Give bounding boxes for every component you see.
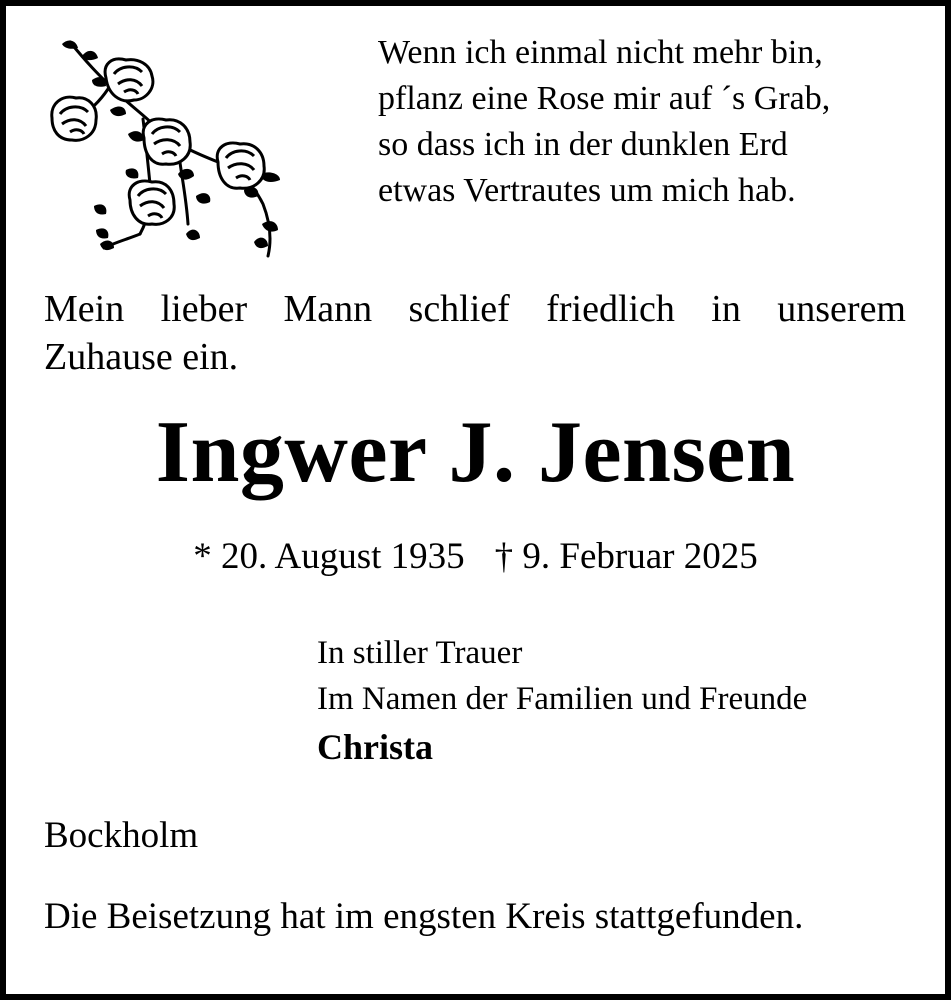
place-name: Bockholm bbox=[44, 815, 199, 856]
mourners-block bbox=[317, 630, 807, 770]
mourning-line: Im Namen der Familien und Freunde bbox=[317, 681, 808, 717]
poem bbox=[378, 30, 918, 214]
poem-line: pflanz eine Rose mir auf ´s Grab, bbox=[378, 80, 831, 117]
deceased-name: Ingwer J. Jensen bbox=[155, 404, 796, 501]
birth-date: * 20. August 1935 bbox=[193, 536, 465, 577]
death-date: † 9. Februar 2025 bbox=[494, 536, 758, 577]
mourning-line: In stiller Trauer bbox=[317, 635, 523, 671]
intro-line: Mein lieber Mann schlief friedlich in unserem bbox=[44, 288, 906, 330]
intro-text bbox=[44, 285, 906, 381]
burial-note: Die Beisetzung hat im engsten Kreis stattgefunden. bbox=[44, 896, 804, 937]
poem-line: etwas Vertrautes um mich hab. bbox=[378, 172, 796, 209]
signer-name: Christa bbox=[317, 727, 433, 767]
intro-line: Zuhause ein. bbox=[44, 336, 239, 378]
poem-line: so dass ich in der dunklen Erd bbox=[378, 126, 788, 163]
life-dates bbox=[0, 533, 951, 581]
poem-line: Wenn ich einmal nicht mehr bin, bbox=[378, 34, 823, 71]
roses-illustration-icon bbox=[48, 34, 298, 260]
